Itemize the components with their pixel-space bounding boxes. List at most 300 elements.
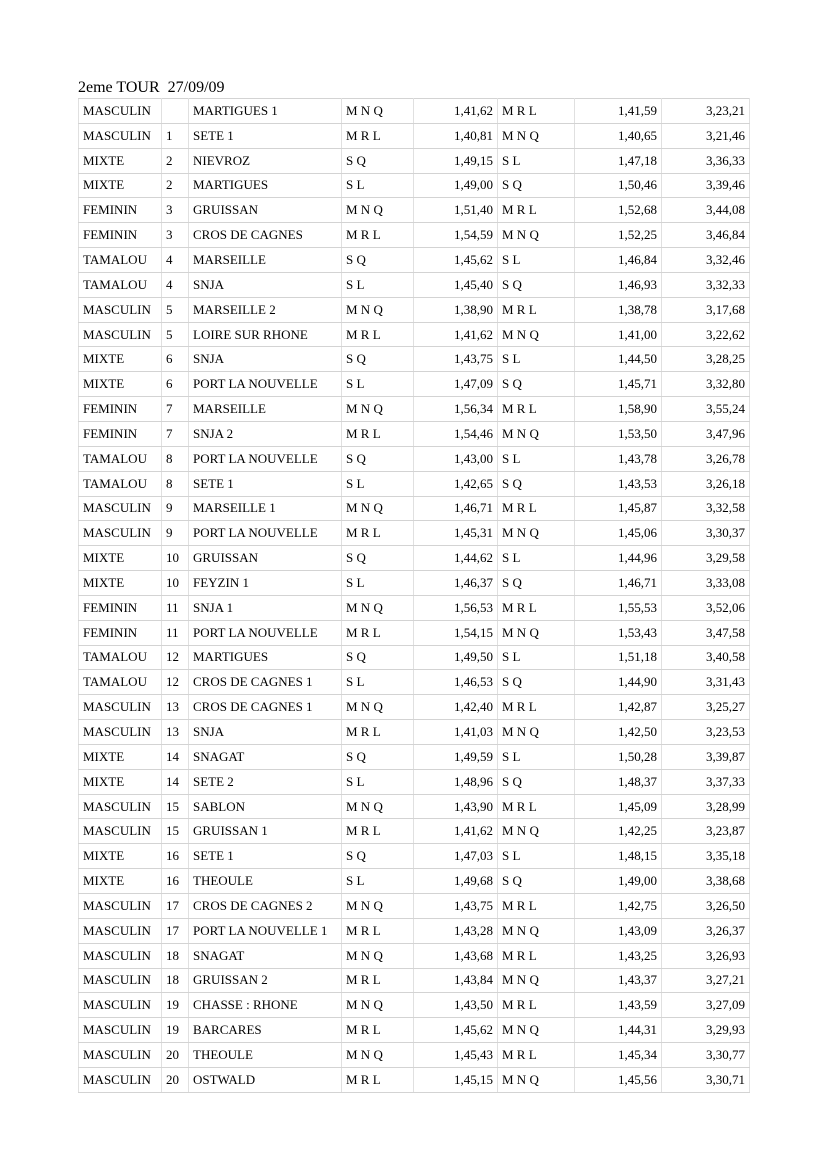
category-cell: MIXTE [79, 869, 162, 894]
time-1-cell: 1,56,53 [414, 595, 498, 620]
time-1-cell: 1,43,75 [414, 894, 498, 919]
heat-cell: 6 [162, 347, 189, 372]
heat-cell: 13 [162, 695, 189, 720]
category-cell: MIXTE [79, 744, 162, 769]
time-2-cell: 1,45,56 [575, 1067, 662, 1092]
time-2-cell: 1,43,09 [575, 918, 662, 943]
total-time-cell: 3,32,58 [662, 496, 750, 521]
time-1-cell: 1,47,03 [414, 844, 498, 869]
heat-cell: 3 [162, 223, 189, 248]
category-cell: MASCULIN [79, 521, 162, 546]
heat-cell: 3 [162, 198, 189, 223]
total-time-cell: 3,27,09 [662, 993, 750, 1018]
time-2-cell: 1,55,53 [575, 595, 662, 620]
table-row [79, 546, 750, 571]
time-1-cell: 1,42,40 [414, 695, 498, 720]
time-2-cell: 1,44,96 [575, 546, 662, 571]
time-2-cell: 1,44,31 [575, 1018, 662, 1043]
lane-code-1-cell: M N Q [342, 595, 414, 620]
time-2-cell: 1,53,43 [575, 620, 662, 645]
heat-cell: 10 [162, 571, 189, 596]
team-cell: SNAGAT [189, 943, 342, 968]
team-cell: SNAGAT [189, 744, 342, 769]
time-2-cell: 1,42,87 [575, 695, 662, 720]
table-row [79, 471, 750, 496]
lane-code-2-cell: M R L [498, 894, 575, 919]
lane-code-2-cell: S L [498, 148, 575, 173]
table-row [79, 695, 750, 720]
lane-code-2-cell: S L [498, 546, 575, 571]
lane-code-1-cell: M N Q [342, 1043, 414, 1068]
time-2-cell: 1,52,25 [575, 223, 662, 248]
table-row [79, 769, 750, 794]
lane-code-1-cell: M R L [342, 322, 414, 347]
heat-cell: 2 [162, 148, 189, 173]
total-time-cell: 3,22,62 [662, 322, 750, 347]
team-cell: SNJA 2 [189, 421, 342, 446]
time-1-cell: 1,46,53 [414, 670, 498, 695]
table-row [79, 347, 750, 372]
total-time-cell: 3,23,53 [662, 720, 750, 745]
time-1-cell: 1,43,84 [414, 968, 498, 993]
lane-code-2-cell: S L [498, 744, 575, 769]
time-2-cell: 1,41,59 [575, 99, 662, 124]
lane-code-1-cell: S L [342, 769, 414, 794]
time-2-cell: 1,58,90 [575, 397, 662, 422]
total-time-cell: 3,17,68 [662, 297, 750, 322]
team-cell: PORT LA NOUVELLE [189, 446, 342, 471]
lane-code-2-cell: M N Q [498, 819, 575, 844]
lane-code-1-cell: S Q [342, 844, 414, 869]
table-row [79, 397, 750, 422]
heat-cell: 7 [162, 421, 189, 446]
lane-code-2-cell: M R L [498, 695, 575, 720]
time-1-cell: 1,43,50 [414, 993, 498, 1018]
time-1-cell: 1,49,00 [414, 173, 498, 198]
category-cell: TAMALOU [79, 272, 162, 297]
category-cell: TAMALOU [79, 471, 162, 496]
time-1-cell: 1,41,62 [414, 819, 498, 844]
team-cell: PORT LA NOUVELLE [189, 372, 342, 397]
team-cell: MARSEILLE [189, 397, 342, 422]
category-cell: MASCULIN [79, 1043, 162, 1068]
table-row [79, 645, 750, 670]
heat-cell: 15 [162, 819, 189, 844]
team-cell: OSTWALD [189, 1067, 342, 1092]
team-cell: MARSEILLE [189, 248, 342, 273]
time-1-cell: 1,45,40 [414, 272, 498, 297]
lane-code-2-cell: M R L [498, 99, 575, 124]
time-1-cell: 1,54,15 [414, 620, 498, 645]
results-table [78, 98, 750, 1093]
category-cell: MASCULIN [79, 894, 162, 919]
lane-code-1-cell: S L [342, 471, 414, 496]
time-2-cell: 1,52,68 [575, 198, 662, 223]
time-2-cell: 1,53,50 [575, 421, 662, 446]
total-time-cell: 3,32,80 [662, 372, 750, 397]
lane-code-1-cell: M N Q [342, 794, 414, 819]
team-cell: PORT LA NOUVELLE [189, 521, 342, 546]
table-row [79, 248, 750, 273]
heat-cell: 9 [162, 496, 189, 521]
lane-code-1-cell: S Q [342, 645, 414, 670]
time-1-cell: 1,49,59 [414, 744, 498, 769]
category-cell: MIXTE [79, 546, 162, 571]
lane-code-1-cell: M N Q [342, 297, 414, 322]
time-1-cell: 1,43,00 [414, 446, 498, 471]
category-cell: MASCULIN [79, 993, 162, 1018]
lane-code-1-cell: M N Q [342, 198, 414, 223]
heat-cell: 16 [162, 869, 189, 894]
time-1-cell: 1,56,34 [414, 397, 498, 422]
team-cell: SNJA [189, 272, 342, 297]
lane-code-1-cell: S L [342, 372, 414, 397]
lane-code-2-cell: M R L [498, 496, 575, 521]
team-cell: MARSEILLE 2 [189, 297, 342, 322]
lane-code-2-cell: S Q [498, 769, 575, 794]
lane-code-1-cell: S L [342, 571, 414, 596]
lane-code-1-cell: M R L [342, 521, 414, 546]
heat-cell: 11 [162, 595, 189, 620]
table-row [79, 421, 750, 446]
total-time-cell: 3,31,43 [662, 670, 750, 695]
total-time-cell: 3,29,93 [662, 1018, 750, 1043]
total-time-cell: 3,44,08 [662, 198, 750, 223]
total-time-cell: 3,30,71 [662, 1067, 750, 1092]
team-cell: THEOULE [189, 869, 342, 894]
lane-code-2-cell: M R L [498, 993, 575, 1018]
category-cell: MASCULIN [79, 968, 162, 993]
heat-cell: 6 [162, 372, 189, 397]
time-2-cell: 1,40,65 [575, 123, 662, 148]
time-1-cell: 1,44,62 [414, 546, 498, 571]
team-cell: CHASSE : RHONE [189, 993, 342, 1018]
table-row [79, 571, 750, 596]
total-time-cell: 3,21,46 [662, 123, 750, 148]
lane-code-2-cell: M N Q [498, 322, 575, 347]
category-cell: FEMININ [79, 595, 162, 620]
lane-code-1-cell: S Q [342, 347, 414, 372]
category-cell: FEMININ [79, 223, 162, 248]
time-1-cell: 1,49,15 [414, 148, 498, 173]
heat-cell: 17 [162, 894, 189, 919]
category-cell: MASCULIN [79, 99, 162, 124]
lane-code-1-cell: M N Q [342, 894, 414, 919]
team-cell: LOIRE SUR RHONE [189, 322, 342, 347]
time-2-cell: 1,49,00 [575, 869, 662, 894]
time-1-cell: 1,46,71 [414, 496, 498, 521]
heat-cell: 2 [162, 173, 189, 198]
lane-code-2-cell: S Q [498, 670, 575, 695]
lane-code-1-cell: M R L [342, 223, 414, 248]
table-row [79, 819, 750, 844]
time-1-cell: 1,38,90 [414, 297, 498, 322]
total-time-cell: 3,35,18 [662, 844, 750, 869]
time-1-cell: 1,45,31 [414, 521, 498, 546]
total-time-cell: 3,36,33 [662, 148, 750, 173]
team-cell: PORT LA NOUVELLE 1 [189, 918, 342, 943]
category-cell: MASCULIN [79, 1018, 162, 1043]
time-1-cell: 1,51,40 [414, 198, 498, 223]
category-cell: MASCULIN [79, 322, 162, 347]
total-time-cell: 3,47,58 [662, 620, 750, 645]
total-time-cell: 3,26,78 [662, 446, 750, 471]
category-cell: TAMALOU [79, 248, 162, 273]
time-2-cell: 1,43,37 [575, 968, 662, 993]
total-time-cell: 3,40,58 [662, 645, 750, 670]
category-cell: FEMININ [79, 421, 162, 446]
time-2-cell: 1,50,28 [575, 744, 662, 769]
table-row [79, 99, 750, 124]
team-cell: SABLON [189, 794, 342, 819]
time-1-cell: 1,46,37 [414, 571, 498, 596]
table-row [79, 943, 750, 968]
table-row [79, 372, 750, 397]
category-cell: MIXTE [79, 844, 162, 869]
lane-code-1-cell: M R L [342, 1067, 414, 1092]
time-1-cell: 1,43,68 [414, 943, 498, 968]
time-2-cell: 1,45,06 [575, 521, 662, 546]
lane-code-1-cell: M R L [342, 421, 414, 446]
time-1-cell: 1,45,15 [414, 1067, 498, 1092]
category-cell: MASCULIN [79, 918, 162, 943]
category-cell: MASCULIN [79, 720, 162, 745]
category-cell: MASCULIN [79, 794, 162, 819]
team-cell: SNJA 1 [189, 595, 342, 620]
lane-code-2-cell: M R L [498, 297, 575, 322]
total-time-cell: 3,46,84 [662, 223, 750, 248]
table-row [79, 1018, 750, 1043]
time-2-cell: 1,42,25 [575, 819, 662, 844]
category-cell: MIXTE [79, 148, 162, 173]
table-row [79, 446, 750, 471]
team-cell: THEOULE [189, 1043, 342, 1068]
time-2-cell: 1,46,93 [575, 272, 662, 297]
lane-code-2-cell: S L [498, 446, 575, 471]
category-cell: FEMININ [79, 397, 162, 422]
table-row [79, 1043, 750, 1068]
table-row [79, 620, 750, 645]
table-row [79, 322, 750, 347]
lane-code-1-cell: M N Q [342, 397, 414, 422]
time-2-cell: 1,50,46 [575, 173, 662, 198]
category-cell: MASCULIN [79, 943, 162, 968]
lane-code-1-cell: S Q [342, 744, 414, 769]
team-cell: SNJA [189, 720, 342, 745]
total-time-cell: 3,37,33 [662, 769, 750, 794]
total-time-cell: 3,27,21 [662, 968, 750, 993]
lane-code-1-cell: M N Q [342, 695, 414, 720]
heat-cell: 8 [162, 471, 189, 496]
heat-cell: 12 [162, 645, 189, 670]
team-cell: SNJA [189, 347, 342, 372]
time-2-cell: 1,45,09 [575, 794, 662, 819]
category-cell: FEMININ [79, 620, 162, 645]
team-cell: GRUISSAN [189, 546, 342, 571]
team-cell: GRUISSAN 1 [189, 819, 342, 844]
lane-code-2-cell: S Q [498, 372, 575, 397]
team-cell: MARTIGUES [189, 173, 342, 198]
lane-code-2-cell: S L [498, 248, 575, 273]
category-cell: MASCULIN [79, 123, 162, 148]
total-time-cell: 3,30,37 [662, 521, 750, 546]
total-time-cell: 3,26,18 [662, 471, 750, 496]
table-row [79, 844, 750, 869]
category-cell: MIXTE [79, 173, 162, 198]
total-time-cell: 3,29,58 [662, 546, 750, 571]
table-row [79, 198, 750, 223]
category-cell: MIXTE [79, 769, 162, 794]
team-cell: CROS DE CAGNES 1 [189, 670, 342, 695]
time-1-cell: 1,47,09 [414, 372, 498, 397]
time-2-cell: 1,51,18 [575, 645, 662, 670]
heat-cell: 19 [162, 1018, 189, 1043]
time-1-cell: 1,54,59 [414, 223, 498, 248]
table-row [79, 720, 750, 745]
heat-cell: 16 [162, 844, 189, 869]
lane-code-1-cell: M R L [342, 918, 414, 943]
time-2-cell: 1,43,25 [575, 943, 662, 968]
lane-code-1-cell: M R L [342, 620, 414, 645]
time-2-cell: 1,42,75 [575, 894, 662, 919]
lane-code-2-cell: M N Q [498, 1018, 575, 1043]
category-cell: TAMALOU [79, 446, 162, 471]
table-row [79, 123, 750, 148]
lane-code-2-cell: M R L [498, 943, 575, 968]
heat-cell: 4 [162, 272, 189, 297]
table-row [79, 794, 750, 819]
time-2-cell: 1,48,15 [575, 844, 662, 869]
team-cell: SETE 2 [189, 769, 342, 794]
table-row [79, 1067, 750, 1092]
lane-code-1-cell: M N Q [342, 993, 414, 1018]
table-row [79, 993, 750, 1018]
team-cell: SETE 1 [189, 471, 342, 496]
lane-code-1-cell: M N Q [342, 496, 414, 521]
page-title: 2eme TOUR 27/09/09 [78, 79, 225, 96]
lane-code-1-cell: M R L [342, 819, 414, 844]
lane-code-2-cell: S Q [498, 571, 575, 596]
lane-code-2-cell: M R L [498, 198, 575, 223]
heat-cell: 18 [162, 943, 189, 968]
team-cell: MARTIGUES 1 [189, 99, 342, 124]
time-2-cell: 1,44,50 [575, 347, 662, 372]
time-2-cell: 1,43,78 [575, 446, 662, 471]
lane-code-2-cell: M N Q [498, 223, 575, 248]
time-1-cell: 1,41,03 [414, 720, 498, 745]
lane-code-2-cell: M N Q [498, 123, 575, 148]
heat-cell: 4 [162, 248, 189, 273]
category-cell: MASCULIN [79, 695, 162, 720]
lane-code-2-cell: M N Q [498, 521, 575, 546]
lane-code-2-cell: S L [498, 347, 575, 372]
lane-code-2-cell: M R L [498, 397, 575, 422]
table-row [79, 297, 750, 322]
lane-code-1-cell: M N Q [342, 943, 414, 968]
heat-cell: 8 [162, 446, 189, 471]
time-1-cell: 1,43,90 [414, 794, 498, 819]
time-2-cell: 1,38,78 [575, 297, 662, 322]
time-1-cell: 1,49,68 [414, 869, 498, 894]
lane-code-1-cell: S L [342, 670, 414, 695]
lane-code-1-cell: S Q [342, 446, 414, 471]
time-1-cell: 1,48,96 [414, 769, 498, 794]
heat-cell [162, 99, 189, 124]
lane-code-2-cell: M R L [498, 1043, 575, 1068]
heat-cell: 14 [162, 769, 189, 794]
lane-code-2-cell: M N Q [498, 968, 575, 993]
team-cell: GRUISSAN 2 [189, 968, 342, 993]
total-time-cell: 3,39,87 [662, 744, 750, 769]
team-cell: GRUISSAN [189, 198, 342, 223]
lane-code-2-cell: S L [498, 844, 575, 869]
time-2-cell: 1,45,87 [575, 496, 662, 521]
time-2-cell: 1,47,18 [575, 148, 662, 173]
category-cell: TAMALOU [79, 645, 162, 670]
time-1-cell: 1,43,28 [414, 918, 498, 943]
table-row [79, 918, 750, 943]
total-time-cell: 3,23,87 [662, 819, 750, 844]
total-time-cell: 3,47,96 [662, 421, 750, 446]
heat-cell: 5 [162, 322, 189, 347]
total-time-cell: 3,38,68 [662, 869, 750, 894]
heat-cell: 20 [162, 1067, 189, 1092]
lane-code-1-cell: M R L [342, 123, 414, 148]
category-cell: MIXTE [79, 347, 162, 372]
lane-code-1-cell: S L [342, 869, 414, 894]
time-1-cell: 1,42,65 [414, 471, 498, 496]
heat-cell: 19 [162, 993, 189, 1018]
table-row [79, 148, 750, 173]
lane-code-2-cell: S L [498, 645, 575, 670]
time-1-cell: 1,45,43 [414, 1043, 498, 1068]
time-2-cell: 1,45,34 [575, 1043, 662, 1068]
lane-code-1-cell: S Q [342, 248, 414, 273]
table-row [79, 272, 750, 297]
total-time-cell: 3,55,24 [662, 397, 750, 422]
team-cell: BARCARES [189, 1018, 342, 1043]
time-2-cell: 1,42,50 [575, 720, 662, 745]
heat-cell: 9 [162, 521, 189, 546]
total-time-cell: 3,33,08 [662, 571, 750, 596]
lane-code-1-cell: M R L [342, 720, 414, 745]
total-time-cell: 3,32,46 [662, 248, 750, 273]
team-cell: PORT LA NOUVELLE [189, 620, 342, 645]
table-row [79, 173, 750, 198]
table-row [79, 223, 750, 248]
lane-code-2-cell: M N Q [498, 918, 575, 943]
lane-code-1-cell: S Q [342, 546, 414, 571]
heat-cell: 13 [162, 720, 189, 745]
time-1-cell: 1,45,62 [414, 248, 498, 273]
category-cell: MASCULIN [79, 297, 162, 322]
heat-cell: 15 [162, 794, 189, 819]
time-2-cell: 1,46,84 [575, 248, 662, 273]
total-time-cell: 3,23,21 [662, 99, 750, 124]
total-time-cell: 3,26,37 [662, 918, 750, 943]
lane-code-2-cell: M N Q [498, 620, 575, 645]
category-cell: MASCULIN [79, 496, 162, 521]
total-time-cell: 3,52,06 [662, 595, 750, 620]
total-time-cell: 3,39,46 [662, 173, 750, 198]
category-cell: MIXTE [79, 571, 162, 596]
team-cell: SETE 1 [189, 844, 342, 869]
heat-cell: 10 [162, 546, 189, 571]
category-cell: TAMALOU [79, 670, 162, 695]
time-1-cell: 1,41,62 [414, 322, 498, 347]
table-row [79, 744, 750, 769]
lane-code-2-cell: M R L [498, 595, 575, 620]
